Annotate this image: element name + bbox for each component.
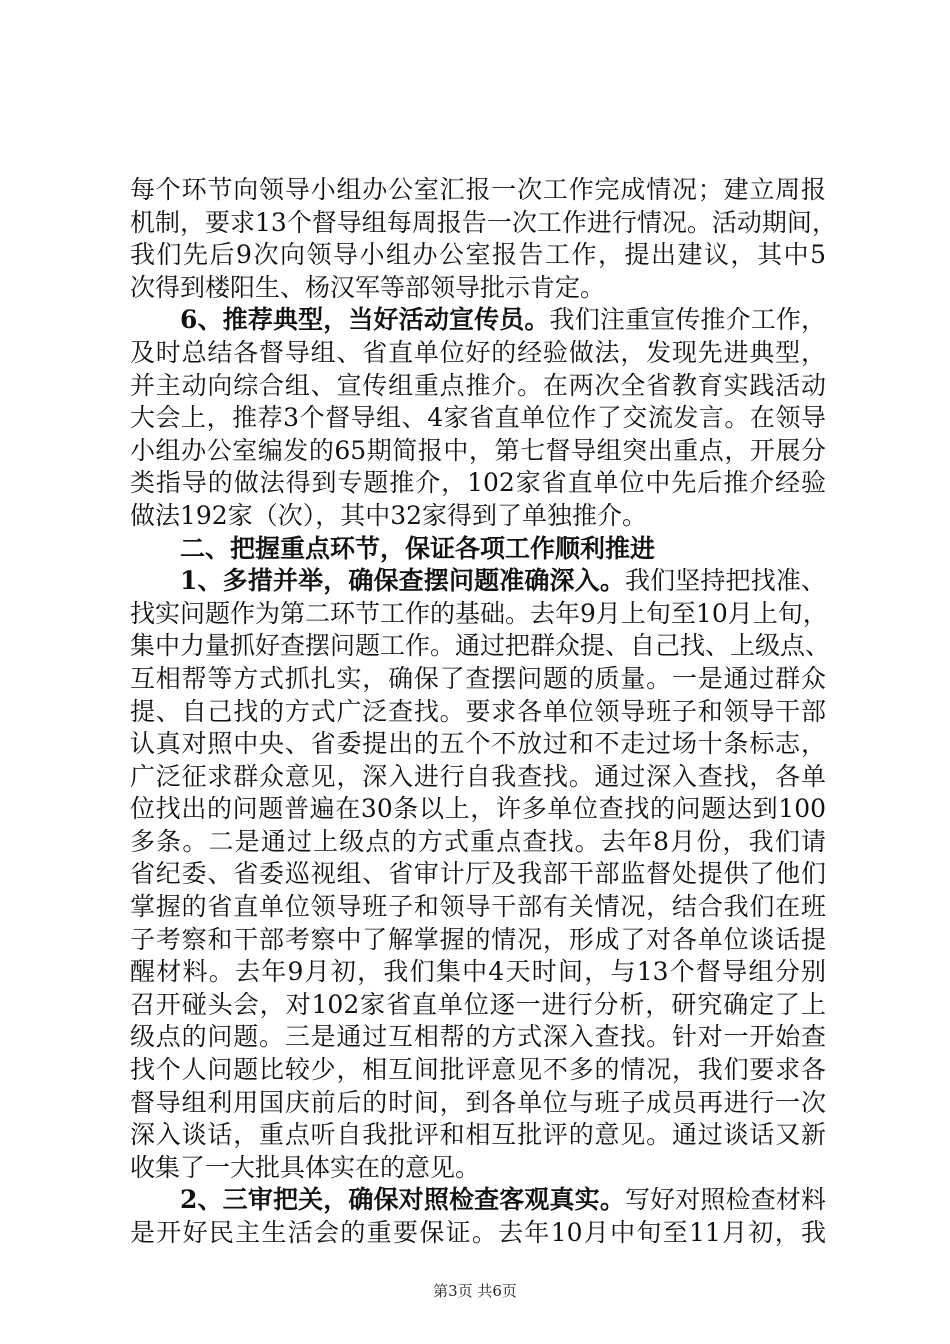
text-line	[130, 1054, 826, 1087]
text-line	[130, 500, 826, 533]
line-text: 深入谈话，重点听自我批评和相互批评的意见。通过谈话又新	[130, 1120, 826, 1150]
text-line	[130, 858, 826, 891]
line-text: 做法192家（次），其中32家得到了单独推介。	[130, 500, 648, 530]
heading-lead: 二、把握重点环节，保证各项工作顺利推进	[180, 533, 656, 563]
line-text: 召开碰头会，对102家省直单位逐一进行分析，研究确定了上	[130, 989, 826, 1019]
document-body	[130, 174, 837, 1250]
line-text: 写好对照检查材料	[624, 1185, 826, 1215]
line-text: 找个人问题比较少，相互间批评意见不多的情况，我们要求各	[130, 1055, 826, 1085]
line-text: 次得到楼阳生、杨汉军等部领导批示肯定。	[130, 272, 606, 302]
text-line	[130, 598, 826, 631]
page-footer: 第3页 共6页	[433, 1282, 517, 1300]
text-line	[130, 728, 826, 761]
line-text: 级点的问题。三是通过互相帮的方式深入查找。针对一开始查	[130, 1022, 826, 1052]
text-line	[130, 826, 826, 859]
text-line	[130, 565, 826, 598]
line-text: 大会上，推荐3个督导组、4家省直单位作了交流发言。在领导	[130, 403, 826, 433]
line-text: 认真对照中央、省委提出的五个不放过和不走过场十条标志，	[130, 729, 826, 759]
line-text: 提、自己找的方式广泛查找。要求各单位领导班子和领导干部	[130, 696, 826, 726]
line-text: 广泛征求群众意见，深入进行自我查找。通过深入查找，各单	[130, 761, 826, 791]
line-text: 类指导的做法得到专题推介，102家省直单位中先后推介经验	[130, 468, 826, 498]
line-text: 我们先后9次向领导小组办公室报告工作，提出建议，其中5	[130, 240, 826, 270]
line-text: 互相帮等方式抓扎实，确保了查摆问题的质量。一是通过群众	[130, 663, 826, 693]
line-text: 醒材料。去年9月初，我们集中4天时间，与13个督导组分别	[130, 957, 826, 987]
text-line	[130, 174, 826, 207]
line-text: 我们注重宣传推介工作，	[549, 305, 826, 335]
line-text: 位找出的问题普遍在30条以上，许多单位查找的问题达到100	[130, 794, 826, 824]
line-text: 是开好民主生活会的重要保证。去年10月中旬至11月初，我	[130, 1218, 826, 1247]
line-text: 每个环节向领导小组办公室汇报一次工作完成情况；建立周报	[130, 175, 826, 204]
text-line	[130, 1217, 826, 1250]
text-line	[130, 891, 826, 924]
line-text: 收集了一大批具体实在的意见。	[130, 1152, 481, 1182]
text-line	[130, 533, 826, 566]
line-text: 及时总结各督导组、省直单位好的经验做法，发现先进典型，	[130, 337, 826, 367]
line-text: 省纪委、省委巡视组、省审计厅及我部干部监督处提供了他们	[130, 859, 826, 889]
heading-lead: 6、推荐典型，当好活动宣传员。	[180, 305, 550, 335]
text-line	[130, 956, 826, 989]
line-text: 子考察和干部考察中了解掌握的情况，形成了对各单位谈话提	[130, 924, 826, 954]
text-line	[130, 370, 826, 403]
line-text: 找实问题作为第二环节工作的基础。去年9月上旬至10月上旬，	[130, 598, 828, 628]
text-line	[130, 663, 826, 696]
text-line	[130, 272, 826, 305]
text-line	[130, 1021, 826, 1054]
text-line	[130, 1184, 826, 1217]
text-line	[130, 239, 826, 272]
text-line	[130, 989, 826, 1022]
text-line	[130, 696, 826, 729]
line-text: 掌握的省直单位领导班子和领导干部有关情况，结合我们在班	[130, 892, 826, 922]
text-line	[130, 402, 826, 435]
line-text: 多条。二是通过上级点的方式重点查找。去年8月份，我们请	[130, 826, 826, 856]
text-line	[130, 1152, 826, 1185]
text-line	[130, 761, 826, 794]
line-text: 小组办公室编发的65期简报中，第七督导组突出重点，开展分	[130, 435, 826, 465]
line-text: 集中力量抓好查摆问题工作。通过把群众提、自己找、上级点、	[130, 631, 831, 661]
line-text: 并主动向综合组、宣传组重点推介。在两次全省教育实践活动	[130, 370, 826, 400]
text-line	[130, 467, 826, 500]
text-line	[130, 630, 831, 663]
text-line	[130, 924, 826, 957]
heading-lead: 1、多措并举，确保查摆问题准确深入。	[180, 566, 625, 596]
text-line	[130, 304, 826, 337]
text-line	[130, 1087, 826, 1120]
text-line	[130, 337, 826, 370]
text-line	[130, 435, 826, 468]
heading-lead: 2、三审把关，确保对照检查客观真实。	[180, 1185, 625, 1215]
text-line	[130, 1119, 826, 1152]
text-line	[130, 207, 837, 240]
line-text: 我们坚持把找准、	[624, 566, 826, 596]
text-line	[130, 793, 826, 826]
line-text: 督导组利用国庆前后的时间，到各单位与班子成员再进行一次	[130, 1087, 826, 1117]
line-text: 机制，要求13个督导组每周报告一次工作进行情况。活动期间，	[130, 207, 837, 237]
